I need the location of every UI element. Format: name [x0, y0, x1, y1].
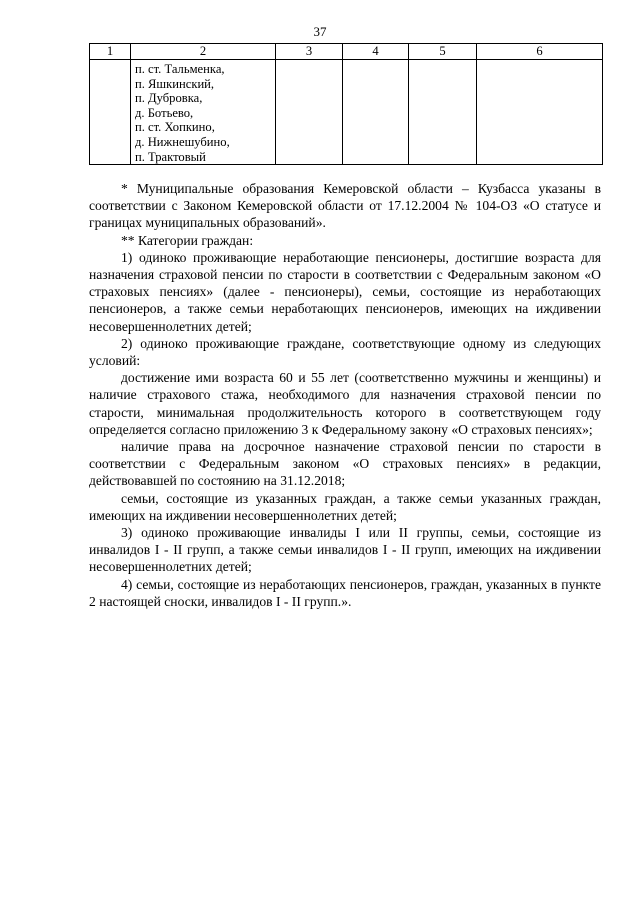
column-header: 3 [276, 44, 343, 60]
settlement-item: п. Трактовый [135, 149, 206, 164]
condition-age: достижение ими возраста 60 и 55 лет (соответственно мужчины и женщины) и наличие страхового стажа, необходимого для назначения страховой пенсии по старости, минимальная продолжительность которого в соответствующем году определяется согласно приложению 3 к Федеральному закону «О страховых пенсиях»; [89, 370, 601, 437]
category-item-3: 3) одиноко проживающие инвалиды I или II группы, семьи, состоящие из инвалидов I - II групп, а также семьи инвалидов I - II групп, имеющих на иждивении несовершеннолетних детей; [89, 525, 601, 575]
table-header-row [90, 44, 603, 60]
category-item-4: 4) семьи, состоящие из неработающих пенсионеров, граждан, указанных в пункте 2 настоящей сноски, инвалидов I - II групп.». [89, 576, 601, 609]
families-item: семьи, состоящие из указанных граждан, а также семьи указанных граждан, имеющих на иждивении несовершеннолетних детей; [89, 490, 601, 523]
column-header: 2 [131, 44, 276, 60]
column-header: 4 [343, 44, 409, 60]
column-header: 5 [409, 44, 477, 60]
settlement-item: п. ст. Хопкино, [135, 120, 215, 135]
column-header: 6 [477, 44, 603, 60]
page-number: 37 [313, 24, 327, 39]
condition-early-pension: наличие права на досрочное назначение страховой пенсии по старости в соответствии с Федеральным законом «О страховых пенсиях» в редакции, действовавшей по состоянию на 31.12.2018; [89, 439, 601, 489]
settlement-item: п. Яшкинский, [135, 76, 215, 91]
table-cell [409, 60, 477, 165]
settlement-item: д. Нижнешубино, [135, 134, 230, 149]
table-cell [343, 60, 409, 165]
table-cell [477, 60, 603, 165]
footnote-categories-title: ** Категории граждан: [121, 232, 254, 248]
table-row [90, 60, 603, 165]
table-cell [131, 60, 276, 165]
footnote-municipal: * Муниципальные образования Кемеровской области – Кузбасса указаны в соответствии с Законом Кемеровской области от 17.12.2004 № 104-ОЗ «О статусе и границах муниципальных образований». [89, 181, 601, 231]
settlement-list [131, 60, 275, 164]
category-item-2: 2) одиноко проживающие граждане, соответствующие одному из следующих условий: [89, 335, 601, 369]
settlement-item: п. Дубровка, [135, 91, 203, 106]
column-header: 1 [90, 44, 131, 60]
settlements-table [89, 43, 603, 165]
settlement-item: п. ст. Тальменка, [135, 62, 225, 76]
settlement-item: д. Ботьево, [135, 105, 194, 120]
table-cell [276, 60, 343, 165]
footnotes [89, 180, 601, 610]
table-cell [90, 60, 131, 165]
category-item-1: 1) одиноко проживающие неработающие пенсионеры, достигшие возраста для назначения страховой пенсии по старости в соответствии с Федеральным законом «О страховых пенсиях» (далее - пенсионеры), семьи, состоящие из неработающих пенсионеров, а также семьи неработающих пенсионеров, имеющих на иждивении несовершеннолетних детей; [89, 249, 601, 334]
